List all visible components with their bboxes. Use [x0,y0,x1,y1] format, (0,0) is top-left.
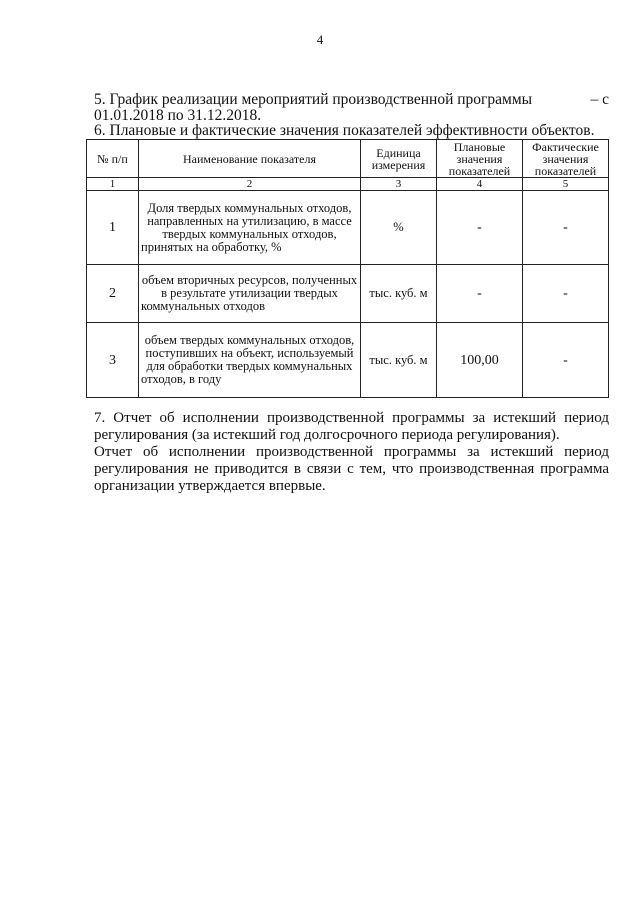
section-7-title: 7. Отчет об исполнении производственной программы за истекший период регулирования (за истекший год долгосрочного периода регулирования). [94,410,609,443]
row-plan: - [437,265,523,323]
row-plan: - [437,191,523,265]
section-7-body: Отчет об исполнении производственной программы за истекший период регулирования не приводится в связи с тем, что производственная программа организации утверждается впервые. [94,444,609,494]
table-header-row [87,140,609,178]
header-unit: Единица измерения [361,140,437,178]
section-5-text-left: 5. График реализации мероприятий производственной программы [94,91,533,108]
row-unit: % [361,191,437,265]
table-row [87,191,609,265]
page-number: 4 [316,32,324,47]
row-fact: - [523,265,609,323]
row-num: 3 [87,323,139,398]
section-5 [94,92,609,124]
row-name: Доля твердых коммунальных отходов, направленных на утилизацию, в массе твердых коммунальных отходов, принятых на обработку, % [139,191,361,265]
row-fact: - [523,323,609,398]
row-name: объем твердых коммунальных отходов, поступивших на объект, используемый для обработки твердых коммунальных отходов, в году [139,323,361,398]
section-7 [94,410,609,495]
header-plan: Плановые значения показателей [437,140,523,178]
col-number: 5 [523,178,609,191]
col-number: 2 [139,178,361,191]
row-unit: тыс. куб. м [361,323,437,398]
section-5-line-2: 01.01.2018 по 31.12.2018. [94,107,262,124]
col-number: 3 [361,178,437,191]
section-5-text-right: – с [590,91,609,108]
section-5-line-1 [94,92,609,108]
col-number: 1 [87,178,139,191]
row-num: 2 [87,265,139,323]
header-num: № п/п [87,140,139,178]
indicators-table [86,139,609,398]
col-number: 4 [437,178,523,191]
row-num: 1 [87,191,139,265]
row-plan: 100,00 [437,323,523,398]
table-row [87,323,609,398]
section-6-title: 6. Плановые и фактические значения показателей эффективности объектов. [94,122,595,139]
row-name: объем вторичных ресурсов, полученных в результате утилизации твердых коммунальных отходов [139,265,361,323]
header-name: Наименование показателя [139,140,361,178]
header-fact: Фактические значения показателей [523,140,609,178]
column-numbers-row [87,178,609,191]
table-row [87,265,609,323]
row-unit: тыс. куб. м [361,265,437,323]
row-fact: - [523,191,609,265]
